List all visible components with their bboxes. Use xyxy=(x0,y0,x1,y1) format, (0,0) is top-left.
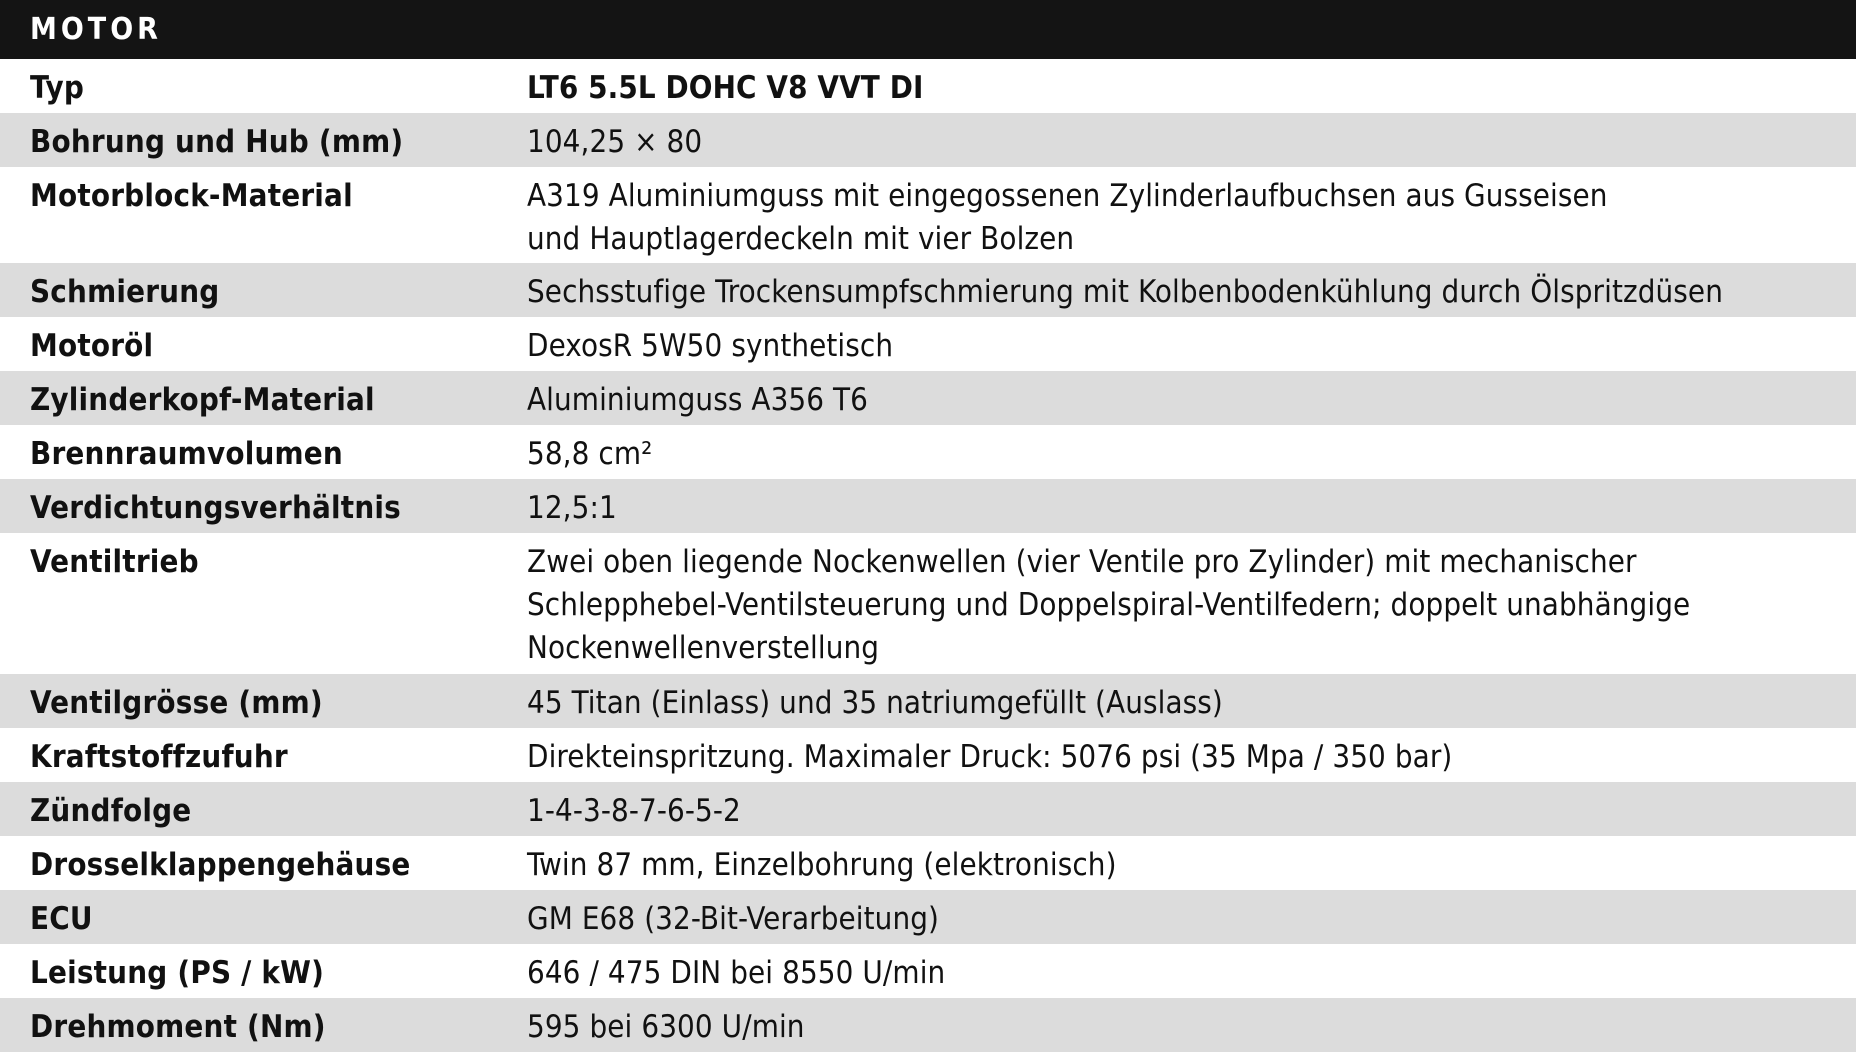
spec-value-line: Nockenwellenverstellung xyxy=(527,630,880,666)
section-header xyxy=(0,0,1856,59)
spec-value-line: 595 bei 6300 U/min xyxy=(527,1009,805,1045)
spec-row-motoroel xyxy=(0,317,1856,371)
spec-value xyxy=(527,898,1856,941)
spec-value-line: 45 Titan (Einlass) und 35 natriumgefüllt (Auslass) xyxy=(527,685,1223,721)
spec-value xyxy=(527,325,1856,368)
spec-value-line: LT6 5.5L DOHC V8 VVT DI xyxy=(527,70,924,106)
spec-value-line: Twin 87 mm, Einzelbohrung (elektronisch) xyxy=(527,847,1117,883)
spec-label: Verdichtungsverhältnis xyxy=(30,490,401,526)
spec-label: Typ xyxy=(30,70,85,106)
spec-row-zuendfolge xyxy=(0,782,1856,836)
spec-value-line: Direkteinspritzung. Maximaler Druck: 5076 psi (35 Mpa / 350 bar) xyxy=(527,739,1453,775)
spec-row-ecu xyxy=(0,890,1856,944)
spec-row-ventilgroesse xyxy=(0,674,1856,728)
spec-row-drehmoment xyxy=(0,998,1856,1052)
spec-label: Drehmoment (Nm) xyxy=(30,1009,326,1045)
spec-value xyxy=(527,271,1856,314)
spec-row-bohrung-hub xyxy=(0,113,1856,167)
spec-value xyxy=(527,844,1856,887)
spec-row-zylinderkopf-material xyxy=(0,371,1856,425)
spec-label: Brennraumvolumen xyxy=(30,436,343,472)
spec-value-line: Aluminiumguss A356 T6 xyxy=(527,382,869,418)
spec-row-motorblock-material xyxy=(0,167,1856,263)
spec-value xyxy=(527,121,1856,164)
spec-value-line: 104,25 × 80 xyxy=(527,124,703,160)
spec-row-brennraumvolumen xyxy=(0,425,1856,479)
spec-value-line: 12,5:1 xyxy=(527,490,617,526)
spec-value-line: A319 Aluminiumguss mit eingegossenen Zylinderlaufbuchsen aus Gusseisen xyxy=(527,178,1608,214)
section-title: MOTOR xyxy=(30,12,162,47)
spec-row-ventiltrieb xyxy=(0,533,1856,674)
spec-label: Bohrung und Hub (mm) xyxy=(30,124,404,160)
spec-label: Motorblock-Material xyxy=(30,178,353,214)
spec-label: Kraftstoffzufuhr xyxy=(30,739,288,775)
spec-value xyxy=(527,433,1856,476)
spec-value-line: 646 / 475 DIN bei 8550 U/min xyxy=(527,955,946,991)
spec-row-typ xyxy=(0,59,1856,113)
spec-label: Zündfolge xyxy=(30,793,192,829)
spec-label: Schmierung xyxy=(30,274,220,310)
spec-value xyxy=(527,487,1856,530)
spec-value xyxy=(527,175,1856,261)
spec-row-verdichtungsverhaeltnis xyxy=(0,479,1856,533)
spec-value xyxy=(527,541,1856,670)
spec-row-kraftstoffzufuhr xyxy=(0,728,1856,782)
spec-value-line: 58,8 cm² xyxy=(527,436,653,472)
spec-label: Ventilgrösse (mm) xyxy=(30,685,323,721)
spec-value-line: DexosR 5W50 synthetisch xyxy=(527,328,894,364)
spec-value-line: Schlepphebel-Ventilsteuerung und Doppelspiral-Ventilfedern; doppelt unabhängige xyxy=(527,587,1691,623)
spec-value-line: 1-4-3-8-7-6-5-2 xyxy=(527,793,741,829)
spec-value xyxy=(527,952,1856,995)
spec-value-line: Zwei oben liegende Nockenwellen (vier Ventile pro Zylinder) mit mechanischer xyxy=(527,544,1637,580)
spec-value-line: GM E68 (32-Bit-Verarbeitung) xyxy=(527,901,940,937)
spec-value xyxy=(527,67,1856,110)
spec-row-leistung xyxy=(0,944,1856,998)
spec-label: Zylinderkopf-Material xyxy=(30,382,375,418)
spec-value xyxy=(527,1006,1856,1049)
spec-value xyxy=(527,790,1856,833)
spec-row-schmierung xyxy=(0,263,1856,317)
spec-label: Leistung (PS / kW) xyxy=(30,955,325,991)
spec-label: Motoröl xyxy=(30,328,154,364)
spec-value xyxy=(527,736,1856,779)
spec-value-line: Sechsstufige Trockensumpfschmierung mit Kolbenbodenkühlung durch Ölspritzdüsen xyxy=(527,274,1723,310)
spec-label: Ventiltrieb xyxy=(30,544,199,580)
spec-value xyxy=(527,379,1856,422)
spec-row-drosselklappengehaeuse xyxy=(0,836,1856,890)
spec-label: ECU xyxy=(30,901,93,937)
spec-label: Drosselklappengehäuse xyxy=(30,847,411,883)
spec-value-line: und Hauptlagerdeckeln mit vier Bolzen xyxy=(527,221,1075,257)
spec-value xyxy=(527,682,1856,725)
